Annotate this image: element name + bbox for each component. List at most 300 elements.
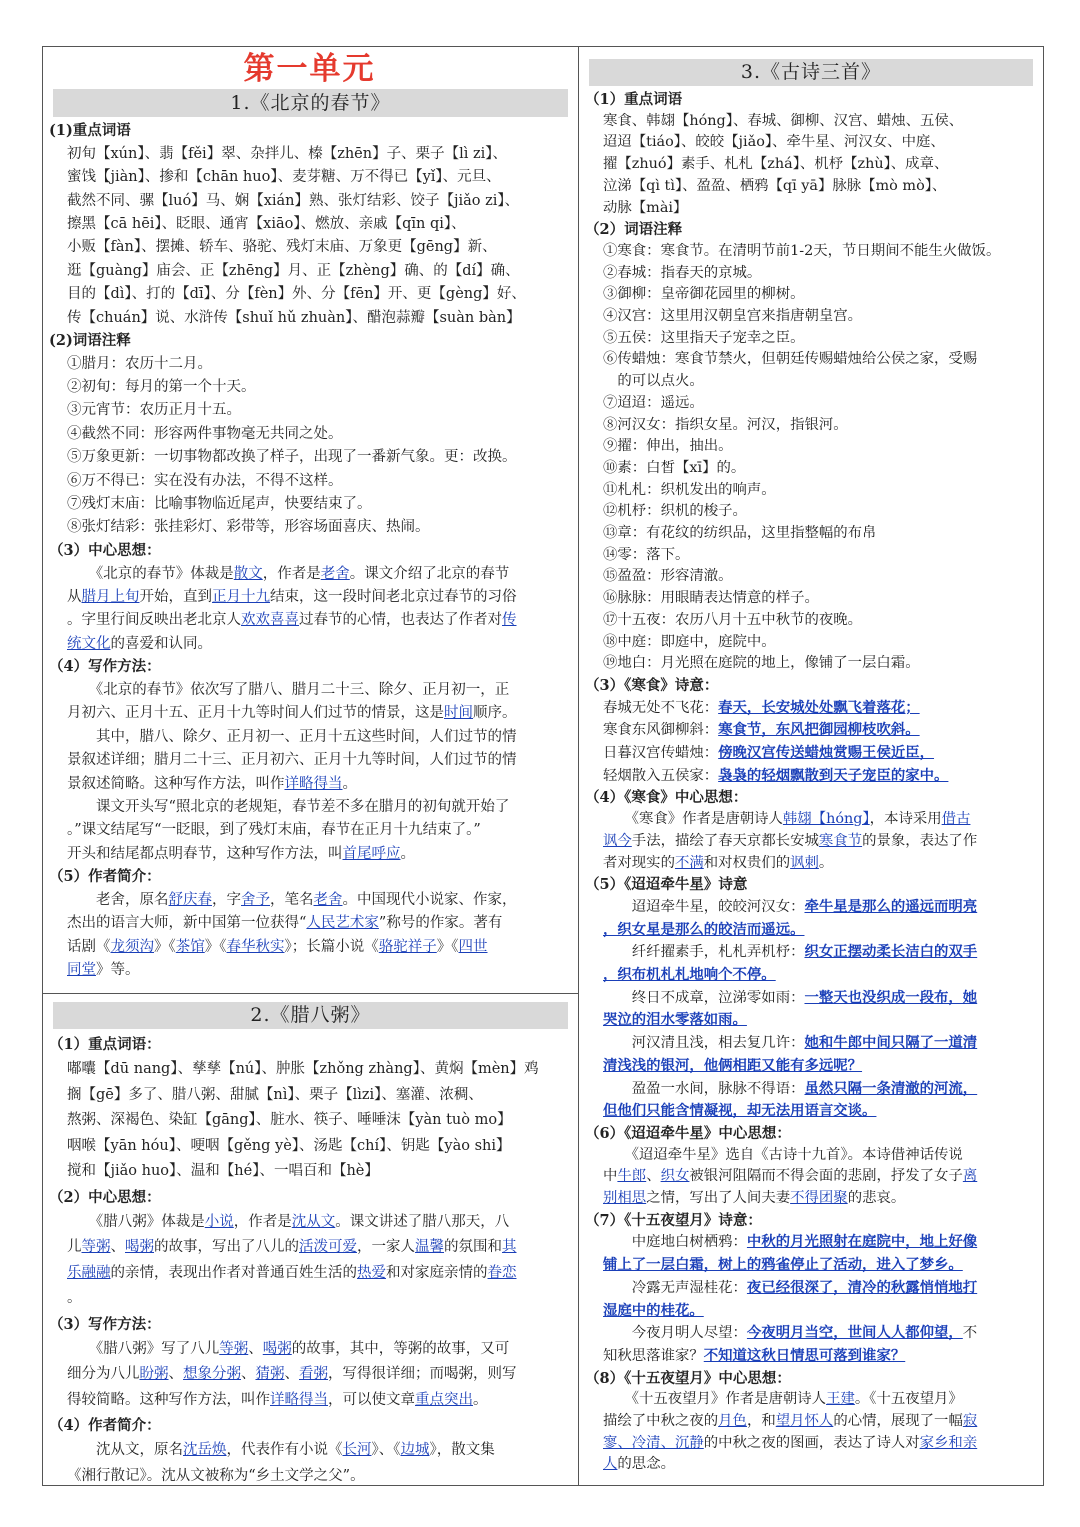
- text-run: 和对权贵们的: [703, 854, 791, 871]
- key-phrase: 时间: [444, 705, 473, 722]
- key-phrase: 沈岳焕: [183, 1442, 227, 1458]
- text-run: ，作者是: [233, 1213, 292, 1230]
- text-run: 纤纤擢素手，札札弄机杼：: [603, 944, 805, 961]
- key-phrase: 讽今: [603, 832, 632, 849]
- text-line: ⑲地白：月光照在庭院的地上，像铺了一层白霜。: [603, 655, 920, 672]
- text-run: 手法，描绘了春天京都长安城: [631, 832, 819, 849]
- key-phrase: 看粥: [299, 1366, 328, 1382]
- text-line: [585, 1009, 1035, 1032]
- key-phrase: 铺上了一层白霜，树上的鸦雀停止了活动，进入了梦乡。: [603, 1256, 963, 1274]
- key-phrase: 四世: [458, 938, 488, 955]
- heading: (2)词语注释: [49, 331, 131, 349]
- text-run: ，一家人: [357, 1239, 415, 1255]
- text-run: 春城无处不飞花：: [603, 699, 719, 716]
- key-phrase: 活泼可爱: [299, 1239, 357, 1255]
- text-line: [585, 853, 1035, 875]
- key-phrase: 织女正摆动柔长洁白的双手: [804, 943, 978, 961]
- text-run: 的景象，表达了作: [862, 832, 978, 849]
- text-line: [49, 889, 570, 912]
- text-line: ⑦残灯末庙：比喻事物临近尾声，快要结束了。: [67, 496, 372, 513]
- key-phrase: 详略得当: [284, 775, 343, 792]
- key-phrase: 腊月上旬: [81, 588, 140, 605]
- text-line: [49, 1438, 570, 1464]
- text-line: ⑩素：白皙【xī】的。: [603, 459, 746, 476]
- text-line: [585, 765, 1035, 788]
- text-line: [49, 679, 570, 702]
- text-line: [585, 896, 1035, 919]
- text-run: 知秋思落谁家？: [603, 1347, 704, 1364]
- text-line: ⑧张灯结彩：张挂彩灯、彩带等，形容场面喜庆、热闹。: [67, 519, 430, 536]
- heading: （3）《寒食》诗意：: [585, 676, 719, 694]
- text-run: 、: [110, 1239, 125, 1255]
- key-phrase: ，织女星是那么的皎洁而遥远。: [603, 920, 805, 938]
- text-line: [585, 1254, 1035, 1277]
- notes-list: [585, 241, 1035, 675]
- heading: （8）《十五夜望月》中心思想：: [585, 1369, 791, 1387]
- key-phrase: 温馨: [415, 1239, 444, 1255]
- text-run: 。: [473, 1391, 488, 1408]
- text-line: [49, 726, 570, 749]
- text-run: 、: [241, 1366, 256, 1382]
- text-line: [49, 586, 570, 609]
- text-line: 咽喉【yān hóu】、哽咽【gěng yè】、汤匙【chí】、钥匙【yào shi】: [67, 1137, 511, 1154]
- heading: （3）写作方法：: [49, 1315, 161, 1333]
- text-line: ⑭零：落下。: [603, 546, 690, 563]
- text-run: 的喜爱和认同。: [110, 635, 212, 652]
- text-run: 者对现实的: [603, 854, 675, 871]
- text-run: 开头和结尾都点明春节，这种写作方法，叫: [67, 845, 343, 862]
- text-line: [585, 1100, 1035, 1123]
- key-phrase: 寥、冷清、沉静: [603, 1434, 704, 1451]
- hanshi-idea: [585, 809, 1035, 874]
- key-phrase: 月色: [718, 1413, 747, 1430]
- text-run: 的故事，写出了八儿的: [154, 1239, 299, 1255]
- text-run: ”称号的作家。著有: [378, 915, 503, 932]
- text-line: [585, 719, 1035, 742]
- key-phrase: 中秋的月光照射在庭院中，地上好像: [746, 1233, 978, 1251]
- key-phrase: 正月十九: [212, 588, 270, 605]
- text-line: [585, 987, 1035, 1010]
- lesson-1-title: 1.《北京的春节》: [53, 89, 568, 117]
- key-phrase: 春天，长安城处处飘飞着落花；: [718, 698, 920, 716]
- key-phrase: 茶馆: [175, 938, 205, 955]
- text-run: ，字: [212, 891, 241, 908]
- text-run: 中庭地白树栖鸦：: [603, 1234, 747, 1251]
- text-run: 过春节的心情，也表达了作者对: [299, 612, 502, 629]
- text-line: 目的【dì】、打的【dī】、分【fèn】外、分【fēn】开、更【gèng】好、: [67, 286, 526, 303]
- text-run: 终日不成章，泣涕零如雨：: [603, 989, 805, 1006]
- key-phrase: 龙须沟: [110, 938, 154, 955]
- key-phrase: 寂: [962, 1413, 978, 1430]
- text-line: [49, 702, 570, 725]
- key-phrase: 骆驼祥子: [378, 938, 437, 955]
- heading: （7）《十五夜望月》诗意：: [585, 1211, 762, 1229]
- text-line: ⑯脉脉：用眼睛表达情意的样子。: [603, 590, 819, 607]
- text-run: 的亲情，表现出作者对普通百姓生活的: [110, 1264, 357, 1281]
- text-run: 《迢迢牵牛星》选自《古诗十九首》。本诗借神话传说: [603, 1146, 963, 1163]
- key-phrase: 不知道这秋日情思可落到谁家？: [703, 1346, 906, 1364]
- text-line: [585, 831, 1035, 853]
- key-phrase: 牵牛星是那么的遥远而明亮: [804, 897, 978, 915]
- text-line: [585, 919, 1035, 942]
- text-run: 《十五夜望月》作者是唐朝诗人: [603, 1391, 827, 1408]
- text-run: 》等。: [96, 962, 140, 979]
- text-line: [49, 819, 570, 842]
- heading: （4）作者简介：: [49, 1417, 161, 1434]
- words-list: [49, 143, 570, 330]
- key-phrase: 傍晚汉宫传送蜡烛赏赐王侯近臣，: [718, 744, 935, 762]
- key-phrase: 望月怀人: [775, 1413, 834, 1430]
- text-line: [49, 1235, 570, 1261]
- text-line: ②初旬：每月的第一个十天。: [67, 379, 256, 396]
- text-line: ⑤万象更新：一切事物都改换了样子，出现了一番新气象。更：改换。: [67, 449, 517, 466]
- text-run: 的氛围和: [444, 1239, 502, 1255]
- key-phrase: 散文: [233, 565, 263, 582]
- text-line: ⑥传蜡烛：寒食节禁火，但朝廷传赐蜡烛给公侯之家，受赐: [603, 351, 978, 368]
- key-phrase: 织女: [660, 1168, 690, 1185]
- text-run: 话剧《: [67, 938, 111, 955]
- text-line: 嘟囔【dū nang】、孳孳【nú】、肿胀【zhǒng zhàng】、黄焖【mèn】鸡: [67, 1061, 539, 1077]
- text-run: 》、《: [371, 1442, 401, 1458]
- text-line: [49, 749, 570, 772]
- text-line: [49, 843, 570, 866]
- text-line: [49, 1261, 570, 1287]
- text-run: 的中秋之夜的图画，表达了诗人对: [703, 1434, 920, 1451]
- text-line: ①寒食：寒食节。在清明节前1-2天，节日期间不能生火做饭。: [603, 242, 1001, 259]
- key-phrase: 牛郎: [617, 1168, 647, 1185]
- text-line: ⑤五侯：这里指天子宠幸之臣。: [603, 329, 805, 346]
- text-line: 搁【gē】多了、腊八粥、甜腻【nì】、栗子【lìzi】、塞灌、浓稠、: [67, 1086, 483, 1103]
- text-line: [585, 1055, 1035, 1078]
- text-line: ⑫机杼：织机的梭子。: [603, 503, 747, 520]
- author-intro: [49, 889, 570, 983]
- key-phrase: 盼粥: [139, 1366, 169, 1382]
- text-line: ⑨擢：伸出，抽出。: [603, 438, 733, 455]
- key-phrase: 别相思: [603, 1190, 647, 1207]
- key-phrase: 等粥: [219, 1340, 249, 1357]
- text-run: 《北京的春节》体裁是: [67, 565, 234, 582]
- key-phrase: 哭泣的泪水零落如雨。: [603, 1011, 747, 1029]
- section-three-ancient-poems: [579, 47, 1043, 1485]
- key-phrase: 同堂: [67, 962, 96, 979]
- text-line: [49, 912, 570, 935]
- heading: （6）《迢迢牵牛星》中心思想：: [585, 1124, 791, 1142]
- key-phrase: 详略得当: [270, 1391, 328, 1408]
- text-run: 》《: [436, 938, 459, 955]
- text-run: 《湘行散记》。沈从文被称为“乡土文学之父”。: [67, 1467, 365, 1484]
- key-phrase: 虽然只隔一条清澈的河流，: [804, 1079, 978, 1097]
- key-phrase: 老舍: [320, 565, 350, 582]
- key-phrase: 眷恋: [487, 1264, 517, 1281]
- text-run: 《腊八粥》写了八儿: [67, 1340, 220, 1357]
- text-line: [49, 633, 570, 656]
- key-phrase: 想象分粥: [183, 1366, 241, 1382]
- key-phrase: 舍予: [241, 891, 270, 908]
- key-phrase: 猜粥: [255, 1366, 285, 1382]
- text-line: [49, 936, 570, 959]
- key-phrase: 欢欢喜喜: [241, 612, 299, 629]
- text-line: [585, 1345, 1035, 1368]
- tiaotiao-meaning: [585, 896, 1035, 1123]
- text-run: 。《十五夜望月》: [854, 1391, 963, 1408]
- tiaotiao-idea: [585, 1145, 1035, 1210]
- text-run: 》；长篇小说《: [284, 938, 379, 955]
- key-phrase: 春华秋实: [226, 938, 285, 955]
- hanshi-meaning: [585, 697, 1035, 788]
- text-line: [49, 1362, 570, 1388]
- text-run: 寒食东风御柳斜：: [603, 722, 719, 739]
- words-list: [585, 111, 1035, 220]
- text-run: 《腊八粥》体裁是: [67, 1213, 205, 1230]
- key-phrase: 统文化: [67, 635, 111, 652]
- key-phrase: 寒食节，东风把御园柳枝吹斜。: [718, 721, 920, 739]
- text-run: ，笔名: [270, 891, 314, 908]
- text-run: 、: [284, 1366, 299, 1382]
- heading: （3）中心思想：: [49, 541, 161, 559]
- text-run: 月初六、正月十五、正月十九等时间人们过节的情景，这是: [67, 705, 444, 722]
- text-run: ，写得很详细；而喝粥，则写: [328, 1366, 517, 1382]
- text-line: [585, 1231, 1035, 1254]
- text-line: [585, 1454, 1035, 1476]
- study-sheet: [42, 46, 1044, 1486]
- shiwuye-idea: [585, 1389, 1035, 1476]
- text-run: 顺序。: [473, 705, 517, 722]
- text-line: [49, 1337, 570, 1363]
- key-phrase: 借古: [941, 811, 971, 828]
- heading: （2）词语注释: [585, 221, 683, 239]
- text-line: ④汉宫：这里用汉朝皇宫来指唐朝皇宫。: [603, 308, 863, 324]
- text-line: [49, 1286, 570, 1312]
- heading: （1）重点词语：: [49, 1036, 161, 1053]
- text-run: 盈盈一水间，脉脉不得语：: [603, 1080, 805, 1097]
- text-line: ①腊月：农历十二月。: [67, 355, 212, 372]
- text-line: [585, 1145, 1035, 1167]
- key-phrase: 她和牛郎中间只隔了一道清: [804, 1034, 978, 1052]
- text-line: ③元宵节：农历正月十五。: [67, 402, 241, 419]
- key-phrase: 寒食节: [818, 832, 863, 849]
- key-phrase: 人: [603, 1456, 618, 1473]
- text-run: 的悲哀。: [847, 1190, 906, 1207]
- key-phrase: 王建: [826, 1391, 855, 1408]
- central-idea: [49, 1210, 570, 1312]
- central-idea: [49, 563, 570, 657]
- heading: （4）《寒食》中心思想：: [585, 789, 748, 807]
- key-phrase: 沈从文: [291, 1213, 336, 1230]
- key-phrase: 传: [502, 612, 517, 629]
- text-line: ⑪札札：织机发出的响声。: [603, 481, 776, 498]
- text-run: 的故事，其中，等粥的故事，又可: [291, 1340, 510, 1357]
- key-phrase: 喝粥: [262, 1340, 292, 1357]
- left-column: [43, 47, 579, 1485]
- key-phrase: 袅袅的轻烟飘散到天子宠臣的家中。: [718, 766, 949, 784]
- text-line: ②春城：指春天的京城。: [603, 264, 762, 281]
- text-run: 细分为八儿: [67, 1366, 140, 1382]
- text-line: ③御柳：皇帝御花园里的柳树。: [603, 286, 805, 303]
- key-phrase: 清浅浅的银河，他俩相距又能有多远呢？: [603, 1056, 863, 1074]
- key-phrase: 离: [962, 1168, 978, 1185]
- key-phrase: 乐融融: [67, 1264, 111, 1281]
- text-line: [49, 796, 570, 819]
- key-phrase: 边城: [400, 1442, 430, 1458]
- text-line: 截然不同、骡【luó】马、娴【xián】熟、张灯结彩、饺子【jiǎo zi】、: [67, 192, 520, 209]
- text-line: [585, 742, 1035, 765]
- key-phrase: 但他们只能含情凝视，却无法用语言交谈。: [603, 1102, 877, 1120]
- text-line: ⑧河汉女：指织女星。河汉，指银河。: [603, 416, 848, 433]
- text-line: [585, 1389, 1035, 1411]
- text-line: [49, 1388, 570, 1414]
- writing-method: [49, 679, 570, 866]
- notes-list: [49, 353, 570, 540]
- key-phrase: 长河: [342, 1442, 372, 1458]
- text-line: [585, 1433, 1035, 1455]
- key-phrase: 不满: [674, 854, 704, 871]
- text-line: [585, 1277, 1035, 1300]
- key-phrase: 讽刺: [790, 854, 819, 871]
- text-line: [585, 1166, 1035, 1188]
- key-phrase: ，织布机札札地响个不停。: [603, 966, 776, 984]
- key-phrase: 等粥: [81, 1239, 111, 1255]
- text-line: [585, 1078, 1035, 1101]
- key-phrase: 人民艺术家: [306, 915, 379, 932]
- text-line: ⑱中庭：即庭中，庭院中。: [603, 633, 776, 650]
- text-line: 逛【guàng】庙会、正【zhēng】月、正【zhèng】确、的【dí】确、: [67, 262, 520, 279]
- text-line: 蜜饯【jiàn】、掺和【chān huo】、麦芽糖、万不得已【yǐ】、元旦、: [67, 169, 501, 186]
- text-run: 《寒食》作者是唐朝诗人: [603, 811, 783, 828]
- text-line: 寒食、韩翃【hóng】、春城、御柳、汉宫、蜡烛、五侯、: [603, 112, 964, 129]
- text-line: 泣涕【qì tì】、盈盈、栖鸦【qī yā】脉脉【mò mò】、: [603, 177, 947, 194]
- text-run: 的心情，展现了一幅: [833, 1413, 963, 1430]
- text-run: 》《: [204, 938, 227, 955]
- text-line: ⑦迢迢：遥远。: [603, 394, 704, 411]
- key-phrase: 热爱: [357, 1264, 386, 1281]
- text-run: 。”课文结尾写“一眨眼，到了残灯末庙，春节在正月十九结束了。”: [67, 822, 481, 839]
- text-run: 轻烟散入五侯家：: [603, 767, 719, 784]
- text-run: 不: [962, 1325, 978, 1342]
- key-phrase: 韩翃【hóng】: [782, 811, 870, 828]
- text-line: [585, 941, 1035, 964]
- text-line: 擢【zhuó】素手、札札【zhá】、机杼【zhù】、成章、: [603, 156, 949, 173]
- key-phrase: 其: [502, 1239, 517, 1255]
- lesson-3-title: 3.《古诗三首》: [589, 59, 1033, 86]
- text-run: 。课文讲述了腊八那天，八: [335, 1213, 510, 1230]
- text-line: [585, 1300, 1035, 1323]
- text-run: 从: [67, 588, 82, 605]
- key-phrase: 舒庆春: [168, 891, 212, 908]
- text-run: ，本诗采用: [869, 811, 942, 828]
- text-run: 日暮汉宫传蜡烛：: [603, 745, 719, 762]
- text-run: 结束，这一段时间老北京过春节的习俗: [270, 588, 517, 605]
- text-run: 。: [342, 775, 357, 792]
- heading: （2）中心思想：: [49, 1188, 161, 1206]
- key-phrase: 家乡和亲: [919, 1434, 978, 1451]
- text-line: [585, 1032, 1035, 1055]
- text-line: [585, 1322, 1035, 1345]
- key-phrase: 一整天也没织成一段布，她: [804, 988, 978, 1006]
- text-line: [585, 697, 1035, 720]
- text-run: 景叙述详细；腊月二十三、正月初六、正月十九等时间，人们过节的情: [67, 752, 517, 769]
- text-run: 《北京的春节》依次写了腊八、腊月二十三、除夕、正月初一，正: [67, 681, 510, 698]
- heading: （4）写作方法：: [49, 658, 161, 676]
- key-phrase: 喝粥: [125, 1239, 154, 1255]
- text-run: 、: [168, 1366, 183, 1382]
- text-run: 描绘了中秋之夜的: [603, 1413, 719, 1430]
- text-line: ⑮盈盈：形容清澈。: [603, 568, 733, 585]
- text-run: 冷露无声湿桂花：: [603, 1279, 747, 1296]
- key-phrase: 老舍: [313, 891, 343, 908]
- text-line: [49, 773, 570, 796]
- key-phrase: 重点突出: [415, 1391, 473, 1408]
- heading: (1)重点词语: [49, 122, 131, 139]
- text-run: ，和: [746, 1413, 776, 1430]
- key-phrase: 小说: [204, 1213, 234, 1230]
- heading: （5）《迢迢牵牛星》诗意: [585, 876, 748, 894]
- section-laba-porridge: [43, 993, 578, 1485]
- right-column: [579, 47, 1043, 1485]
- text-run: 。: [67, 1290, 82, 1306]
- text-run: 开始，直到: [139, 588, 212, 605]
- unit-title: 第一单元: [243, 51, 376, 87]
- text-run: 。: [818, 854, 834, 871]
- text-line: ⑬章：有花纹的纺织品，这里指整幅的布帛: [603, 525, 877, 542]
- text-run: 杰出的语言大师，新中国第一位获得“: [67, 915, 307, 932]
- text-run: ，作者是: [262, 565, 321, 582]
- text-line: 小贩【fàn】、摆摊、轿车、骆驼、残灯末庙、万象更【gēng】新、: [67, 239, 497, 256]
- text-line: 动脉【mài】: [603, 199, 688, 216]
- text-run: 沈从文，原名: [67, 1442, 183, 1458]
- key-phrase: 首尾呼应: [342, 845, 401, 862]
- key-phrase: 今夜明月当空，世间人人都仰望，: [746, 1324, 963, 1342]
- heading: （5）作者简介：: [49, 868, 161, 886]
- key-phrase: 湿庭中的桂花。: [603, 1301, 704, 1319]
- text-run: 被银河阻隔而不得会面的悲剧，抒发了女子: [689, 1168, 963, 1185]
- text-line: [585, 964, 1035, 987]
- text-run: 和对家庭亲情的: [386, 1264, 488, 1281]
- text-line: 初旬【xún】、翡【fěi】翠、杂拌儿、榛【zhēn】子、栗子【lì zi】、: [67, 145, 507, 162]
- key-phrase: 不得团聚: [790, 1190, 848, 1207]
- text-line: 传【chuán】说、水浒传【shuǐ hǔ zhuàn】、醋泡蒜瓣【suàn bàn】: [67, 309, 521, 326]
- text-line: [49, 563, 570, 586]
- text-line: ⑥万不得已：实在没有办法，不得不这样。: [67, 472, 343, 489]
- text-run: 。: [400, 845, 415, 862]
- text-line: [585, 1411, 1035, 1433]
- writing-method: [49, 1337, 570, 1414]
- text-run: 迢迢牵牛星，皎皎河汉女：: [603, 898, 805, 915]
- text-line: [585, 1188, 1035, 1210]
- text-run: 今夜月明人尽望：: [603, 1325, 747, 1342]
- lesson-2-title: 2.《腊八粥》: [53, 1002, 568, 1029]
- text-run: 。字里行间反映出老北京人: [67, 612, 241, 629]
- text-run: 景叙述简略。这种写作方法，叫作: [67, 775, 285, 792]
- text-run: 得较简略。这种写作方法，叫作: [67, 1391, 270, 1408]
- text-line: ④截然不同：形容两件事物毫无共同之处。: [67, 425, 343, 442]
- text-line: 搅和【jiǎo huo】、温和【hé】、一唱百和【hè】: [67, 1163, 379, 1179]
- text-run: 的思念。: [617, 1456, 675, 1473]
- words-list: [49, 1057, 570, 1185]
- text-line: 迢迢【tiáo】、皎皎【jiǎo】、牵牛星、河汉女、中庭、: [603, 134, 945, 151]
- text-run: 河汉清且浅，相去复几许：: [603, 1035, 805, 1052]
- text-run: ，可以使文章: [328, 1391, 415, 1408]
- text-run: 儿: [67, 1239, 82, 1255]
- text-line: [49, 1210, 570, 1236]
- text-line: [49, 609, 570, 632]
- text-run: 、: [248, 1340, 263, 1357]
- text-line: [49, 959, 570, 982]
- text-run: 老舍，原名: [67, 891, 169, 908]
- text-run: 中: [603, 1168, 618, 1185]
- text-line: [585, 809, 1035, 831]
- text-run: 。中国现代小说家、作家，: [342, 891, 517, 908]
- text-run: 》，散文集: [429, 1442, 495, 1458]
